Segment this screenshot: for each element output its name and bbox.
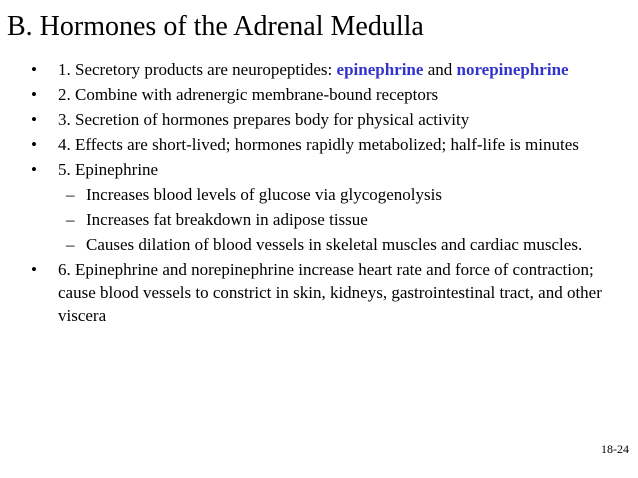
sub-bullet-item-2 (0, 208, 638, 231)
emphasized-term-epinephrine: epinephrine (336, 60, 424, 79)
bullet-item-4 (0, 133, 638, 156)
bullet-item-5 (0, 158, 638, 181)
bullet-text: 5. Epinephrine (58, 160, 159, 179)
page-number: 18-24 (601, 442, 629, 456)
bullet-text: 1. Secretory products are neuropeptides: (58, 60, 337, 79)
bullet-text: 2. Combine with adrenergic membrane-bound receptors (58, 85, 439, 104)
bullet-marker: • (31, 260, 37, 279)
bullet-list (0, 58, 638, 329)
sub-bullet-marker: – (66, 210, 75, 229)
bullet-item-6 (0, 258, 638, 327)
sub-bullet-text: Causes dilation of blood vessels in skeletal muscles and cardiac muscles. (86, 235, 583, 254)
slide-title: B. Hormones of the Adrenal Medulla (7, 11, 424, 42)
sub-bullet-item-1 (0, 183, 638, 206)
bullet-text: 6. Epinephrine and norepinephrine increase heart rate and force of contraction; cause blood vessels to constrict in skin, kidneys, gastrointestinal tract, and other viscera (58, 260, 602, 325)
sub-bullet-item-3 (0, 233, 638, 256)
bullet-item-2 (0, 83, 638, 106)
bullet-item-1 (0, 58, 638, 81)
sub-bullet-text: Increases blood levels of glucose via glycogenolysis (86, 185, 442, 204)
bullet-marker: • (31, 85, 37, 104)
bullet-text: 3. Secretion of hormones prepares body for physical activity (58, 110, 470, 129)
sub-bullet-text: Increases fat breakdown in adipose tissue (86, 210, 368, 229)
bullet-marker: • (31, 110, 37, 129)
bullet-item-3 (0, 108, 638, 131)
bullet-marker: • (31, 60, 37, 79)
sub-bullet-marker: – (66, 235, 75, 254)
emphasized-term-norepinephrine: norepinephrine (456, 60, 569, 79)
bullet-text-connector: and (423, 60, 457, 79)
sub-bullet-marker: – (66, 185, 75, 204)
bullet-text: 4. Effects are short-lived; hormones rapidly metabolized; half-life is minutes (58, 135, 579, 154)
bullet-marker: • (31, 135, 37, 154)
bullet-marker: • (31, 160, 37, 179)
